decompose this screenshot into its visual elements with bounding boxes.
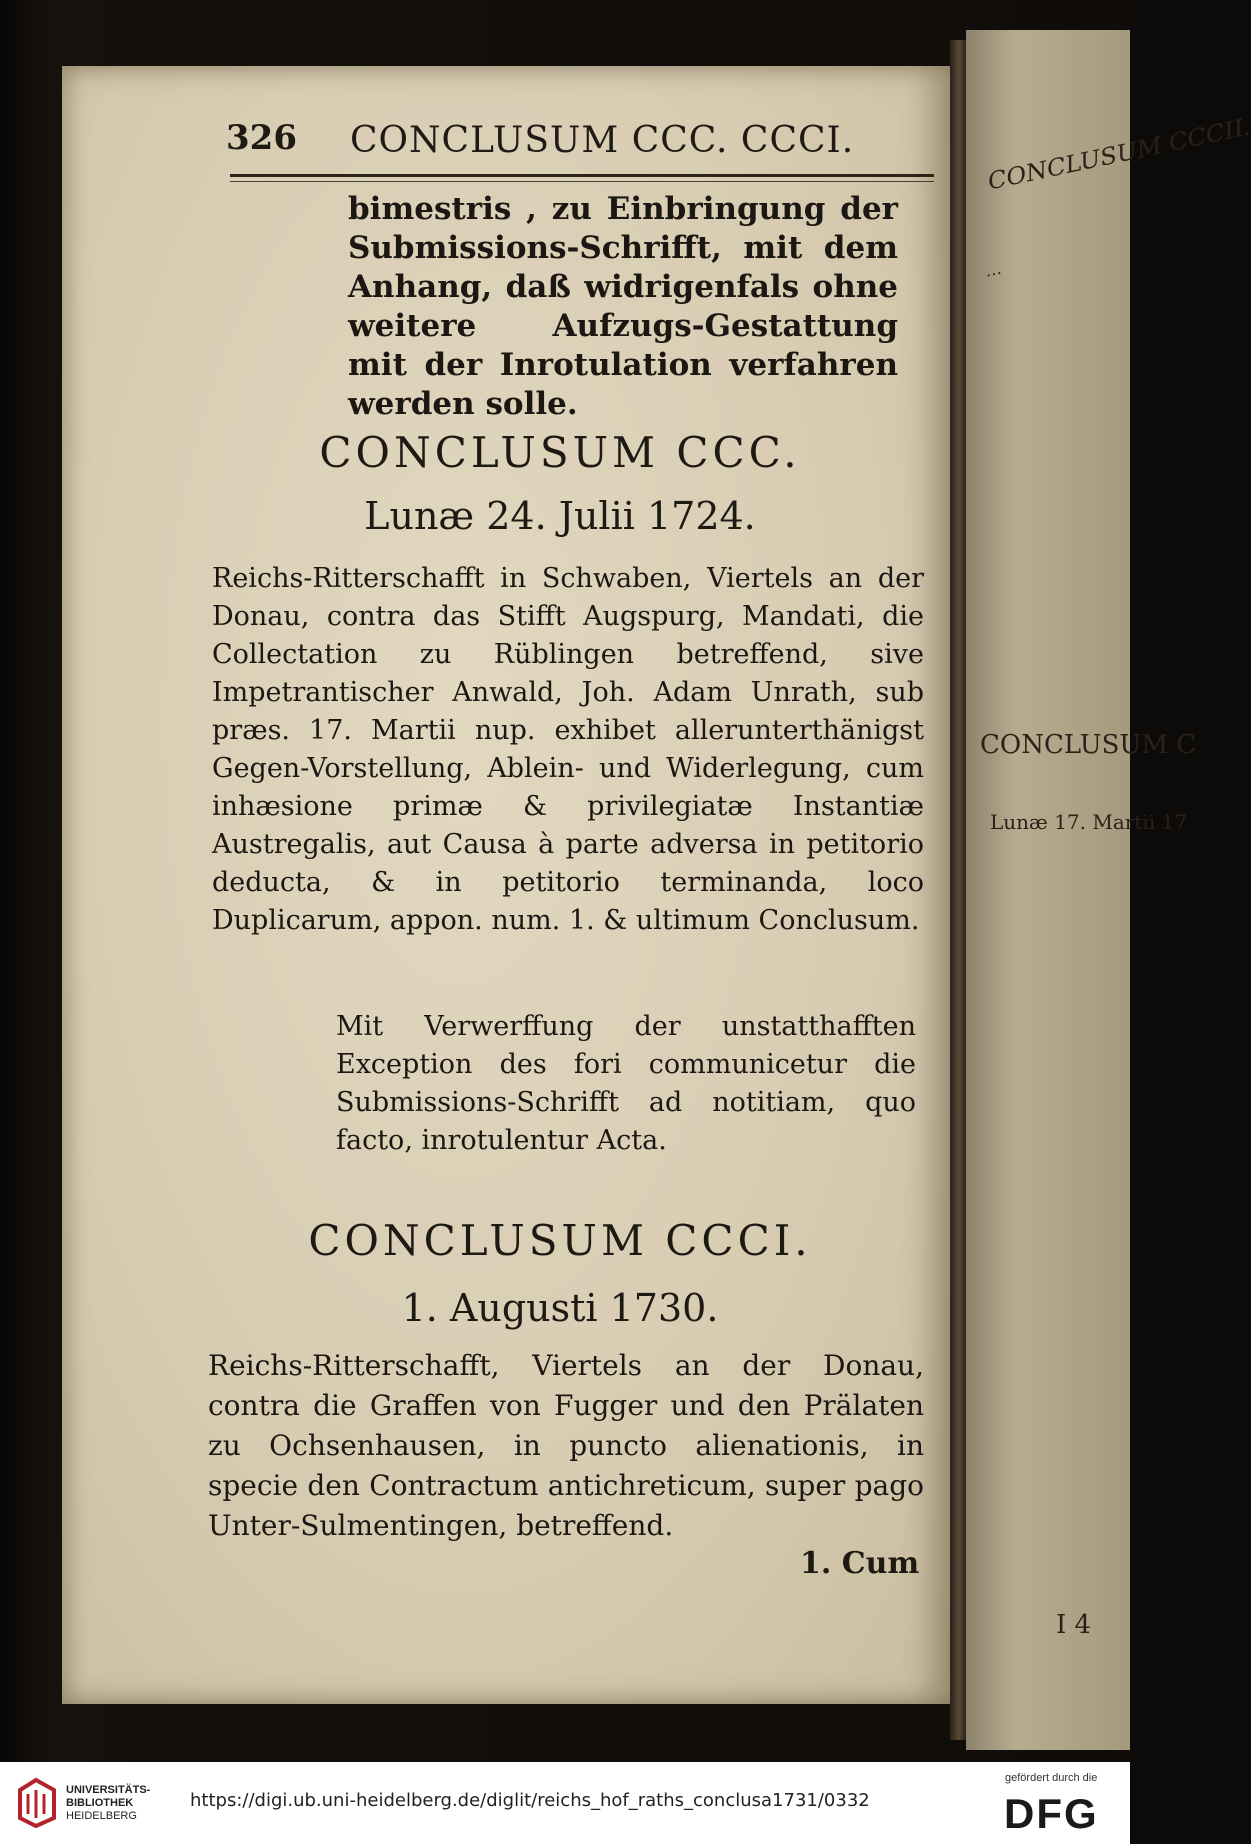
section-date-ccci: 1. Augusti 1730.	[401, 1286, 719, 1330]
facing-page-heading: CONCLUSUM C	[980, 730, 1197, 760]
facing-page-fragment: …	[986, 258, 1002, 281]
library-name	[66, 1784, 150, 1823]
facing-page-date: Lunæ 17. Martii 17	[990, 810, 1187, 834]
facing-page-signature: I 4	[1056, 1610, 1092, 1640]
facing-page	[966, 30, 1251, 1750]
page-header	[226, 118, 926, 172]
catchword: 1. Cum	[800, 1546, 920, 1581]
library-line-2: BIBLIOTHEK	[66, 1797, 134, 1809]
header-rule	[230, 174, 934, 177]
section-date-ccc: Lunæ 24. Julii 1724.	[364, 494, 756, 538]
section-heading-ccci: CONCLUSUM CCCI.	[308, 1216, 812, 1265]
page-number: 326	[226, 118, 297, 158]
intro-paragraph: bimestris , zu Einbringung der Submissions-Schrifft, mit dem Anhang, daß widrigenfals ohne weitere Aufzugs-Gestattung mit der Inrotulation verfahren werden solle.	[348, 191, 898, 422]
sponsor-label: gefördert durch die	[1005, 1772, 1098, 1784]
decision-text-ccc: Mit Verwerffung der unstatthafften Exception des fori communicetur die Submissions-Schrifft ad notitiam, quo facto, inrotulentur Acta.	[336, 1011, 916, 1156]
document-url[interactable]: https://digi.ub.uni-heidelberg.de/diglit/reichs_hof_raths_conclusa1731/0332	[190, 1790, 870, 1811]
header-rule-thin	[230, 181, 934, 182]
case-text-ccc: Reichs-Ritterschafft in Schwaben, Viertels an der Donau, contra das Stifft Augspurg, Mandati, die Collectation zu Rüblingen betreffend, sive Impetrantischer Anwald, Joh. Adam Unrath, sub præs. 17. Martii nup. exhibet allerunterthänigst Gegen-Vorstellung, Ablein- und Widerlegung, cum inhæsione primæ & privilegiatæ Instantiæ Austregalis, aut Causa à parte adversa in petitorio deducta, & in petitorio terminanda, loco Duplicarum, appon. num. 1. & ultimum Conclusum.	[212, 563, 924, 936]
library-line-1: UNIVERSITÄTS-	[66, 1784, 151, 1796]
dfg-logo: DFG	[1004, 1790, 1099, 1837]
library-line-3: HEIDELBERG	[66, 1810, 137, 1822]
viewer-footer	[0, 1762, 1130, 1844]
section-heading-ccc: CONCLUSUM CCC.	[319, 428, 801, 477]
case-text-ccci: Reichs-Ritterschafft, Viertels an der Donau, contra die Graffen von Fugger und den Prälaten zu Ochsenhausen, in puncto alienationis, in specie den Contractum antichreticum, super pago Unter-Sulmentingen, betreffend.	[208, 1349, 924, 1542]
university-library-logo	[14, 1778, 58, 1828]
running-title: CONCLUSUM CCC. CCCI.	[350, 120, 855, 161]
facing-page-running-title: CONCLUSUM CCCII.	[988, 112, 1251, 196]
